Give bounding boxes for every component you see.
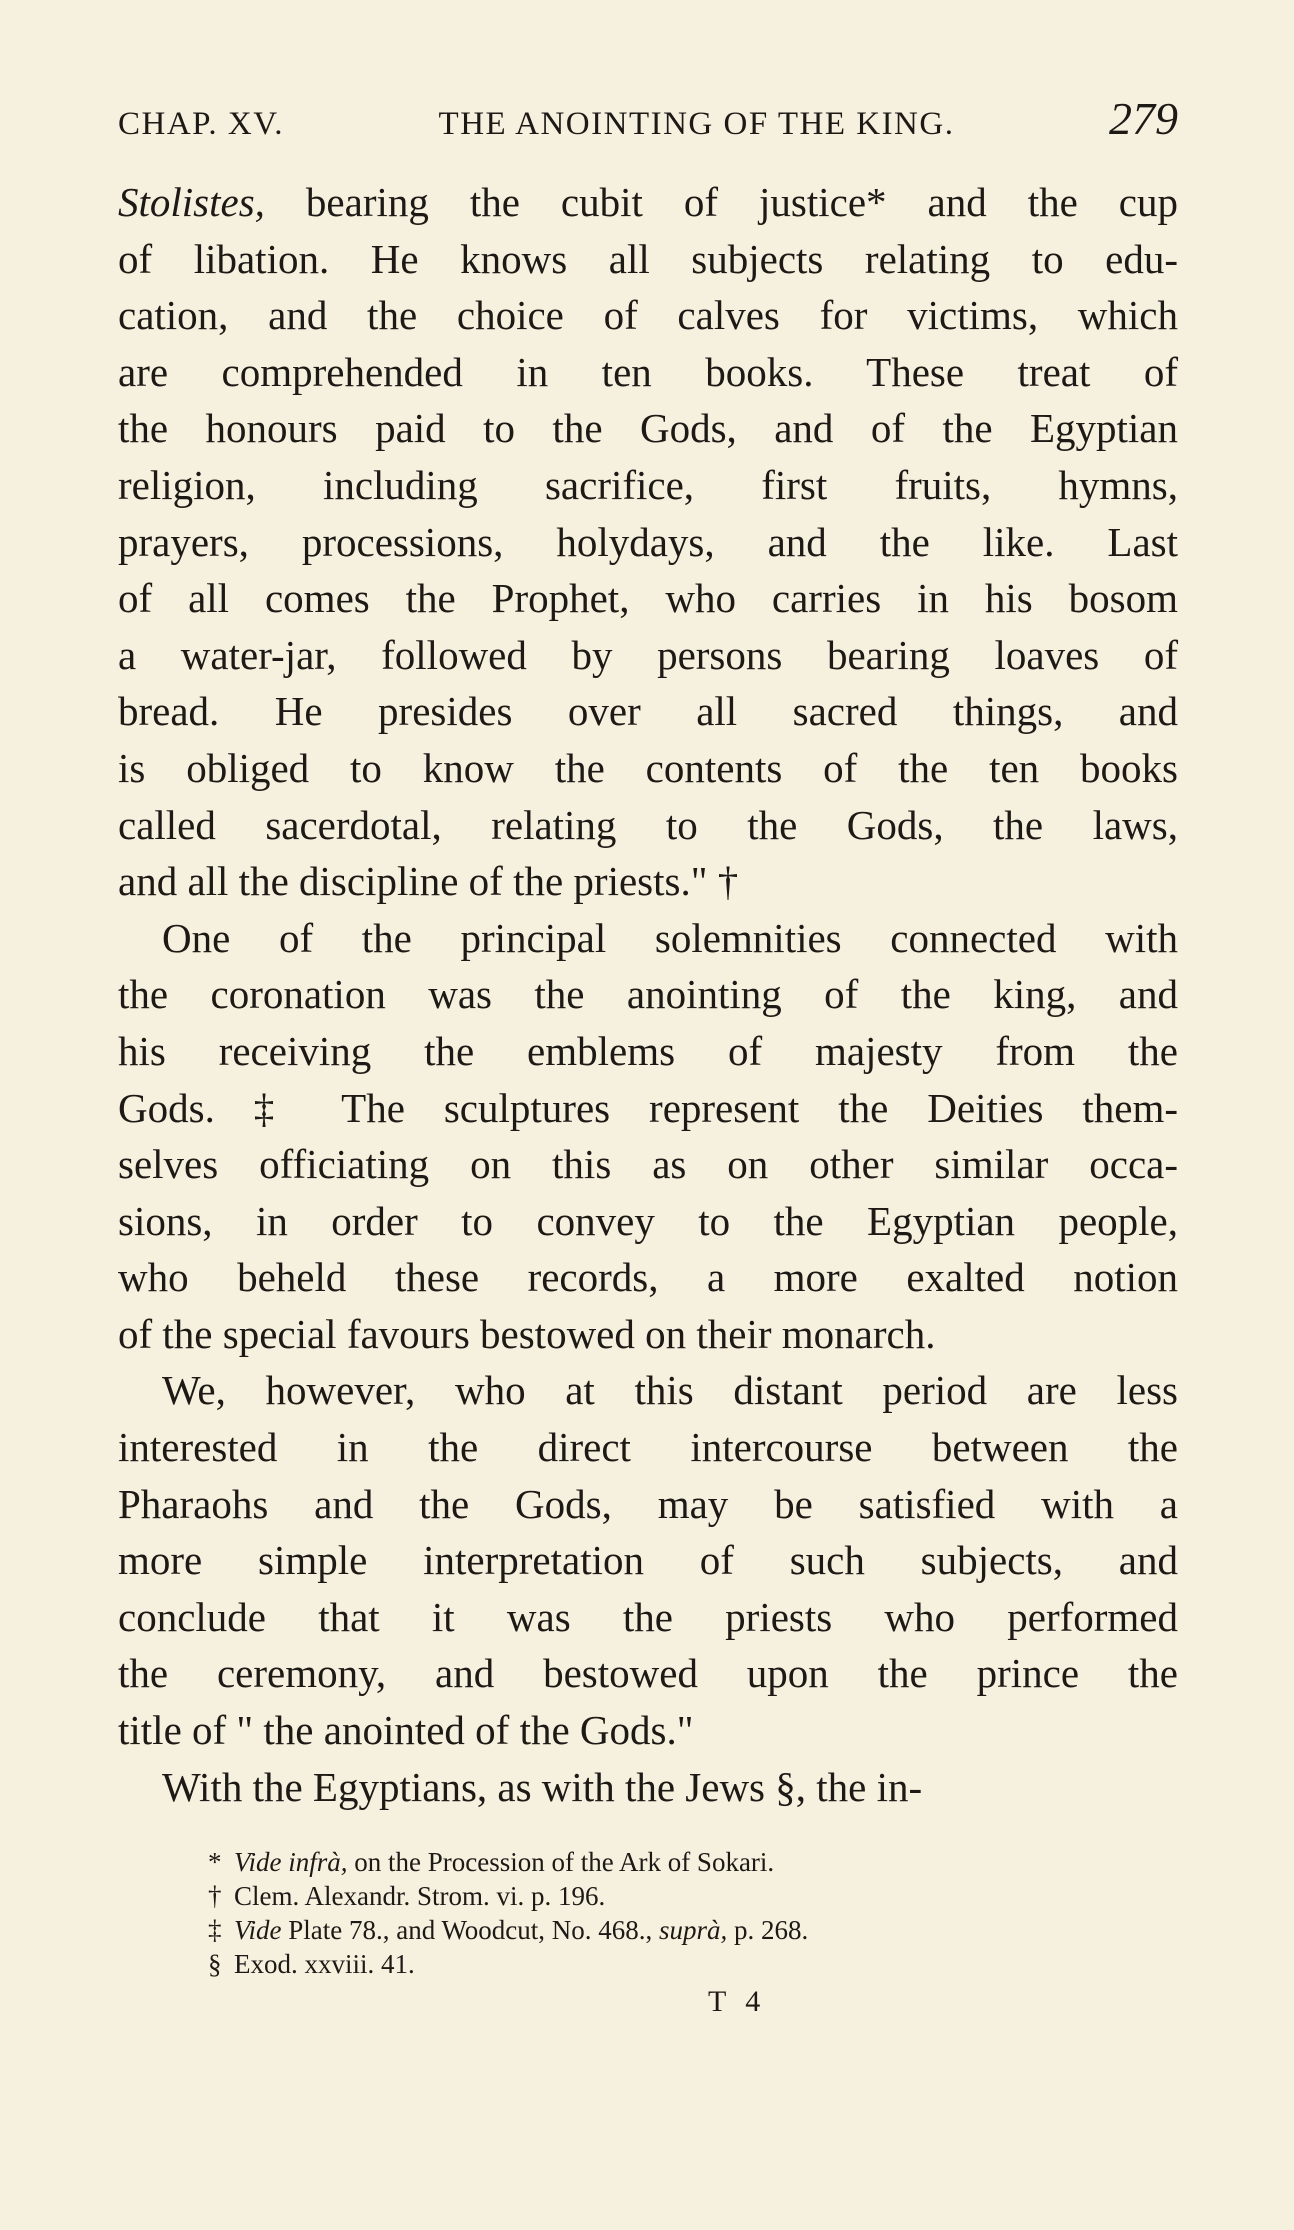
text-line: who beheld these records, a more exalted notion bbox=[118, 1254, 1178, 1301]
footnotes bbox=[118, 1845, 1178, 1981]
text-line: the coronation was the anointing of the king, and bbox=[118, 971, 1178, 1018]
footnote-mark: † bbox=[208, 1881, 222, 1912]
page-number: 279 bbox=[1108, 93, 1178, 144]
text-line: Gods. ‡ The sculptures represent the Deities them- bbox=[118, 1084, 1178, 1131]
text-line: of the special favours bestowed on their monarch. bbox=[118, 1310, 936, 1357]
paragraph bbox=[118, 174, 1178, 910]
footnote-mark: § bbox=[208, 1949, 222, 1980]
text-line: conclude that it was the priests who performed bbox=[118, 1593, 1178, 1640]
text-line: Stolistes, bearing the cubit of justice* and the cup bbox=[118, 179, 1178, 225]
footnote-italic: suprà, bbox=[659, 1915, 728, 1946]
text-line: With the Egyptians, as with the Jews §, the in- bbox=[162, 1763, 923, 1810]
footnote-mark: * bbox=[208, 1847, 222, 1878]
text-line: of all comes the Prophet, who carries in his bosom bbox=[118, 575, 1178, 622]
footnote-mark: ‡ bbox=[208, 1915, 222, 1946]
running-head bbox=[118, 92, 1178, 152]
text-line: interested in the direct intercourse between the bbox=[118, 1424, 1178, 1471]
footnote: * Vide infrà, on the Procession of the Ark of Sokari. bbox=[208, 1847, 775, 1878]
text-line: title of " the anointed of the Gods." bbox=[118, 1707, 694, 1754]
text-line: prayers, processions, holydays, and the like. Last bbox=[118, 518, 1178, 565]
text-line: religion, including sacrifice, first fruits, hymns, bbox=[118, 461, 1178, 508]
text-line: Pharaohs and the Gods, may be satisfied with a bbox=[118, 1480, 1178, 1527]
text-line: called sacerdotal, relating to the Gods, the laws, bbox=[118, 801, 1178, 848]
footnote-italic: Vide infrà, bbox=[234, 1847, 348, 1878]
book-page bbox=[118, 92, 1178, 2019]
footnote: † Clem. Alexandr. Strom. vi. p. 196. bbox=[208, 1881, 606, 1912]
paragraph bbox=[118, 1759, 1178, 1816]
text-line: more simple interpretation of such subjects, and bbox=[118, 1537, 1178, 1584]
text-line: is obliged to know the contents of the ten books bbox=[118, 744, 1178, 791]
signature-mark: T 4 bbox=[708, 1985, 767, 2019]
text-line: his receiving the emblems of majesty from the bbox=[118, 1027, 1178, 1074]
body-text bbox=[118, 174, 1178, 1815]
text-line: We, however, who at this distant period are less bbox=[162, 1367, 1178, 1414]
text-line: cation, and the choice of calves for victims, which bbox=[118, 292, 1178, 339]
paragraph bbox=[118, 910, 1178, 1363]
text-line: a water-jar, followed by persons bearing loaves of bbox=[118, 631, 1178, 678]
chapter-number: CHAP. XV. bbox=[118, 106, 285, 142]
paragraph bbox=[118, 1362, 1178, 1758]
footnote: § Exod. xxviii. 41. bbox=[208, 1949, 415, 1980]
footnote: ‡ Vide Plate 78., and Woodcut, No. 468., suprà, p. 268. bbox=[208, 1915, 809, 1946]
chapter-title: THE ANOINTING OF THE KING. bbox=[438, 106, 955, 142]
text-line: are comprehended in ten books. These treat of bbox=[118, 348, 1178, 395]
text-line: One of the principal solemnities connected with bbox=[162, 914, 1178, 961]
text-line: selves officiating on this as on other similar occa- bbox=[118, 1141, 1178, 1188]
text-line: sions, in order to convey to the Egyptian people, bbox=[118, 1197, 1178, 1244]
text-line: and all the discipline of the priests." † bbox=[118, 858, 739, 905]
footnote-italic: Vide bbox=[234, 1915, 282, 1946]
text-line: of libation. He knows all subjects relating to edu- bbox=[118, 235, 1178, 282]
italic-term: Stolistes, bbox=[118, 179, 265, 225]
text-line: the honours paid to the Gods, and of the Egyptian bbox=[118, 405, 1178, 452]
text-line: the ceremony, and bestowed upon the prince the bbox=[118, 1650, 1178, 1697]
text-line: bread. He presides over all sacred things, and bbox=[118, 688, 1178, 735]
